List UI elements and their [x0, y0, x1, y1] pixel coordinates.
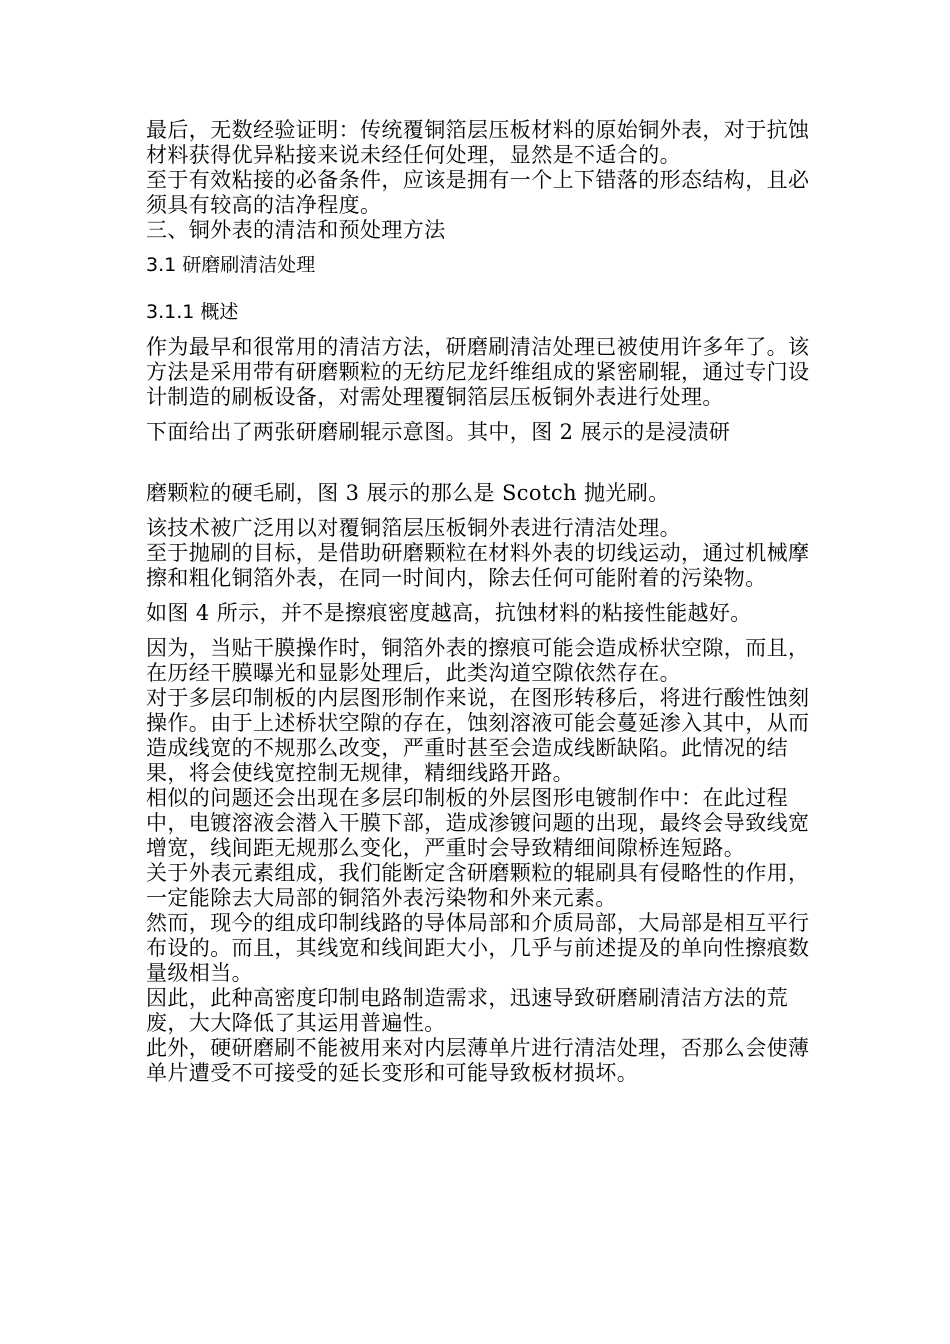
paragraph: 该技术被广泛用以对覆铜箔层压板铜外表进行清洁处理。: [146, 516, 681, 540]
paragraph: 对于多层印制板的内层图形制作来说，在图形转移后，将进行酸性蚀刻操作。由于上述桥状空隙的存在，蚀刻溶液可能会蔓延渗入其中，从而造成线宽的不规那么改变，严重时甚至会造成线断缺陷。此情况的结果，将会使线宽控制无规律，精细线路开路。: [146, 686, 810, 785]
paragraph: 因此，此种高密度印制电路制造需求，迅速导致研磨刷清洁方法的荒废，大大降低了其运用普遍性。: [146, 986, 788, 1035]
paragraph: 如图 4 所示，并不是擦痕密度越高，抗蚀材料的粘接性能越好。: [146, 601, 752, 625]
paragraph: 至于有效粘接的必备条件，应该是拥有一个上下错落的形态结构，且必须具有较高的洁净程度。: [146, 168, 810, 217]
document-page: [146, 118, 826, 1086]
paragraph: 最后，无数经验证明：传统覆铜箔层压板材料的原始铜外表，对于抗蚀材料获得优异粘接来说未经任何处理，显然是不适合的。: [146, 118, 810, 167]
paragraph: 然而，现今的组成印制线路的导体局部和介质局部，大局部是相互平行布设的。而且，其线宽和线间距大小，几乎与前述提及的单向性擦痕数量级相当。: [146, 911, 810, 985]
section-heading: 三、铜外表的清洁和预处理方法: [146, 218, 446, 242]
paragraph: 因为，当贴干膜操作时，铜箔外表的擦痕可能会造成桥状空隙，而且，在历经干膜曝光和显影处理后，此类沟道空隙依然存在。: [146, 636, 810, 685]
paragraph: 作为最早和很常用的清洁方法，研磨刷清洁处理已被使用许多年了。该方法是采用带有研磨颗粒的无纺尼龙纤维组成的紧密刷辊，通过专门设计制造的刷板设备，对需处理覆铜箔层压板铜外表进行处理。: [146, 335, 810, 409]
paragraph: 此外，硬研磨刷不能被用来对内层薄单片进行清洁处理，否那么会使薄单片遭受不可接受的延长变形和可能导致板材损坏。: [146, 1036, 810, 1085]
paragraph: 关于外表元素组成，我们能断定含研磨颗粒的辊刷具有侵略性的作用，一定能除去大局部的铜箔外表污染物和外来元素。: [146, 861, 810, 910]
paragraph: 下面给出了两张研磨刷辊示意图。其中，图 2 展示的是浸渍研: [146, 420, 731, 444]
paragraph: 相似的问题还会出现在多层印制板的外层图形电镀制作中：在此过程中，电镀溶液会潜入干膜下部，造成渗镀问题的出现，最终会导致线宽增宽，线间距无规那么变化，严重时会导致精细间隙桥连短路。: [146, 786, 810, 860]
paragraph: 至于抛刷的目标，是借助研磨颗粒在材料外表的切线运动，通过机械摩擦和粗化铜箔外表，在同一时间内，除去任何可能附着的污染物。: [146, 541, 810, 590]
subsection-heading: 3.1 研磨刷清洁处理: [146, 254, 316, 276]
paragraph: 磨颗粒的硬毛刷，图 3 展示的那么是 Scotch 抛光刷。: [146, 481, 670, 505]
subsubsection-heading: 3.1.1 概述: [146, 301, 239, 323]
